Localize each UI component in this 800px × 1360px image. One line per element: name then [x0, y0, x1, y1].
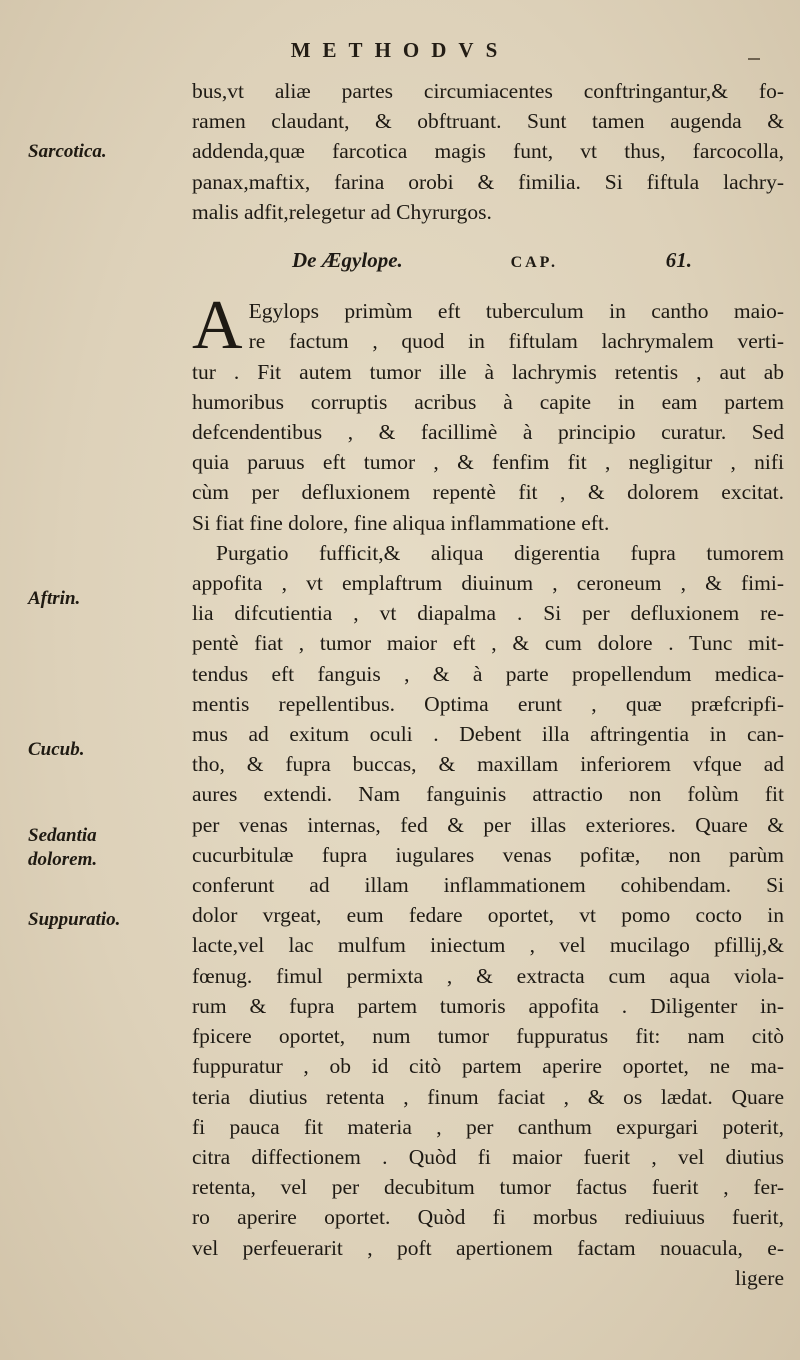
text-line: fpicere oportet, num tumor fuppuratus fit: nam citò [192, 1024, 784, 1049]
text-line: conferunt ad illam inflammationem cohibendam. Si [192, 873, 784, 898]
text-line: citra diffectionem . Quòd fi maior fuerit , vel diutius [192, 1144, 784, 1169]
dropcap-lines [249, 296, 784, 356]
text-line: fœnug. fimul permixta , & extracta cum aqua viola- [192, 963, 784, 988]
corner-mark [748, 58, 760, 60]
text-line: cùm per defluxionem repentè fit , & dolorem excitat. [192, 480, 784, 505]
text-line: per venas internas, fed & per illas exteriores. Quare & [192, 812, 784, 837]
margin-note-sedantia-line2: dolorem. [28, 849, 98, 870]
chapter-cap-label: CAP. [510, 254, 558, 272]
text-line: Purgatio fufficit,& aliqua digerentia fupra tumorem [216, 540, 784, 565]
drop-cap: A [192, 287, 243, 365]
chapter-number: 61. [665, 248, 692, 273]
margin-note-sedantia [28, 824, 188, 872]
margin-note-sarcotica: Sarcotica. [28, 141, 107, 162]
text-line: vel perfeuerarit , poft apertionem factam nouacula, e- [192, 1235, 784, 1260]
text-line: aures extendi. Nam fanguinis attractio non folùm fit [192, 782, 784, 807]
text-line: retenta, vel per decubitum tumor factus fuerit , fer- [192, 1175, 784, 1200]
text-line: rum & fupra partem tumoris appofita . Diligenter in- [192, 993, 784, 1018]
text-line: dolor vrgeat, eum fedare oportet, vt pomo cocto in [192, 903, 784, 928]
main-text [192, 76, 784, 1293]
text-line: appofita , vt emplaftrum diuinum , ceroneum , & fimi- [192, 571, 784, 596]
chapter-heading [292, 245, 692, 278]
paragraph-2 [192, 538, 784, 1293]
text-line: lacte,vel lac mulfum iniectum , vel mucilago pfillij,& [192, 933, 784, 958]
text-line: teria diutius retenta , finum faciat , & os lædat. Quare [192, 1084, 784, 1109]
text-line: mentis repellentibus. Optima erunt , quæ præfcripfi- [192, 691, 784, 716]
text-line: malis adfit,relegetur ad Chyrurgos. [192, 199, 492, 224]
text-line: fuppuratur , ob id citò partem aperire oportet, ne ma- [192, 1054, 784, 1079]
text-line: tendus eft fanguis , & à parte propellendum medica- [192, 661, 784, 686]
text-line: Egylops primùm eft tuberculum in cantho maio- [248, 299, 784, 324]
margin-note-sedantia-line1: Sedantia [28, 825, 97, 846]
text-line: defcendentibus , & facillimè à principio curatur. Sed [192, 420, 784, 445]
text-line: addenda,quæ farcotica magis funt, vt thus, farcocolla, [192, 139, 784, 164]
text-line: fi pauca fit materia , per canthum expurgari poterit, [192, 1114, 784, 1139]
running-head: METHODVS [290, 38, 510, 62]
margin-note-astrin: Aftrin. [28, 588, 81, 609]
text-line: ro aperire oportet. Quòd fi morbus rediuiuus fuerit, [192, 1205, 784, 1230]
text-line: mus ad exitum oculi . Debent illa aftringentia in can- [192, 722, 784, 747]
text-line: bus,vt aliæ partes circumiacentes conftringantur,& fo- [192, 79, 784, 103]
intro-paragraph [192, 76, 784, 227]
margin-note-cucub: Cucub. [28, 739, 85, 760]
margin-note-suppuratio: Suppuratio. [28, 909, 121, 930]
text-line: tur . Fit autem tumor ille à lachrymis retentis , aut ab [192, 359, 784, 384]
text-line: panax,maftix, farina orobi & fimilia. Si fiftula lachry- [192, 169, 784, 194]
text-line: re factum , quod in fiftulam lachrymalem verti- [248, 329, 784, 354]
text-line: tho, & fupra buccas, & maxillam inferiorem vfque ad [192, 752, 784, 777]
text-line: Si fiat fine dolore, fine aliqua inflammatione eft. [192, 510, 610, 535]
chapter-title: De Ægylope. [292, 248, 403, 273]
catchword: ligere [735, 1265, 784, 1290]
text-line: humoribus corruptis acribus à capite in eam partem [192, 389, 784, 414]
text-line: ramen claudant, & obftruant. Sunt tamen augenda & [192, 109, 784, 134]
text-line: cucurbitulæ fupra iugulares venas pofitæ, non parùm [192, 842, 784, 867]
text-line: lia difcutientia , vt diapalma . Si per defluxionem re- [192, 601, 784, 626]
text-line: quia paruus eft tumor , & fenfim fit , negligitur , nifi [192, 450, 784, 475]
text-line: pentè fiat , tumor maior eft , & cum dolore . Tunc mit- [192, 631, 784, 656]
paragraph-1 [192, 287, 784, 538]
